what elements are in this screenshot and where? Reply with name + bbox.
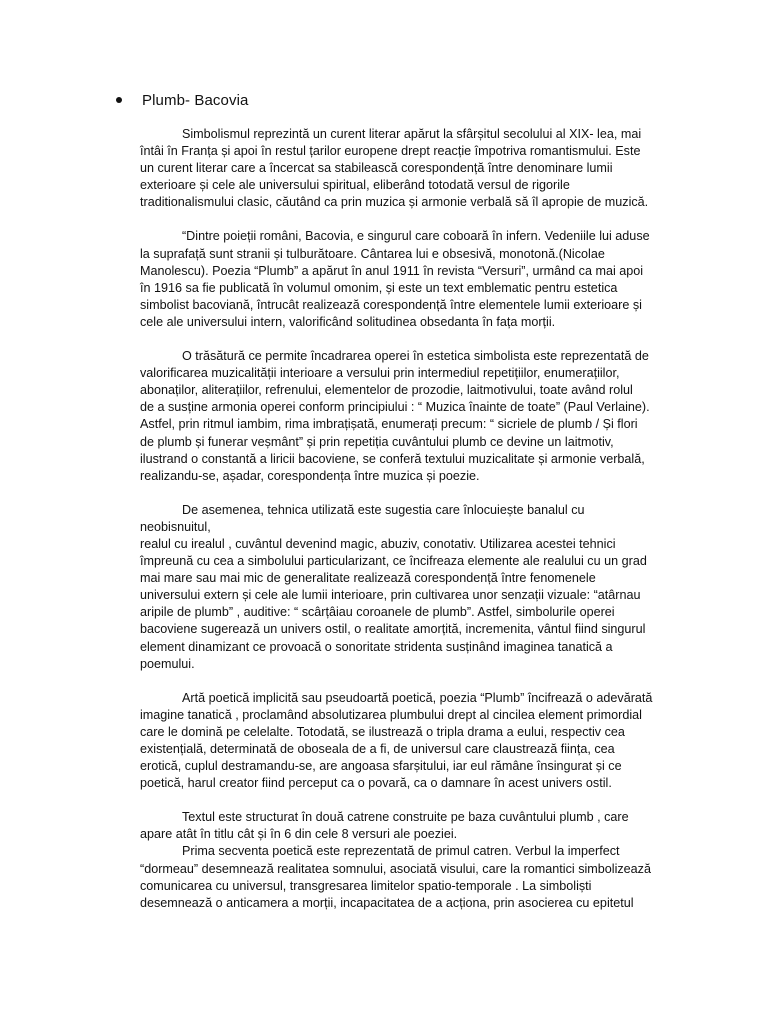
paragraph-gap — [140, 673, 656, 690]
heading-title: Plumb- Bacovia — [142, 91, 249, 109]
paragraph-suggestion: De asemenea, tehnica utilizată este sugestia care înlocuiește banalul cu neobisnuitul, realul cu irealul , cuvântul devenind magic, abuziv, conotativ. Utilizarea acestei tehnici împreună cu cea a simbolului particularizant, ce încifreaza elemente ale realului cu un grad mai mare sau mai mic de generalitate realizează corespondență între fenomenele universului extern și cele ale lumii interioare, prin cultivarea unor senzații vizuale: “atârnau aripile de plumb” , auditive: “ scârțâiau coroanele de plumb”. Astfel, simbolurile operei bacoviene sugerează un univers ostil, o realitate amorțită, incremenita, vântul fiind singurul element dinamizant ce provoacă o sonoritate stridenta susținând imaginea tanatică a poemului. — [140, 502, 647, 671]
paragraph-structure: Textul este structurat în două catrene construite pe baza cuvântului plumb , care apare atât în titlu cât și în 6 din cele 8 versuri ale poeziei. Prima secventa poetică este reprezentată de primul catren. Verbul la imperfect “dormeau” desemnează realitatea somnului, asociată visului, care la romantici simbolizează comunicarea cu universul, transgresarea limitelor spatio-temporale . La simboliști desemnează o anticamera a morții, incapacitatea de a acționa, prin asocierea cu epitetul — [140, 810, 651, 910]
document-body — [140, 126, 656, 912]
paragraph-gap — [140, 211, 656, 228]
paragraph-gap — [140, 485, 656, 502]
paragraph-symbolism: Simbolismul reprezintă un curent literar apărut la sfârșitul secolului al XIX- lea, mai întâi în Franța și apoi în restul țarilor europene drept reacție împotriva romantismului. Este un curent literar care a încercat sa stabilească corespondență între denominare lumii exterioare și cele ale universului spiritual, eliberând totodată versul de rigorile traditionalismului clasic, căutând ca prin muzica și armonie verbală să îl apropie de muzică. — [140, 127, 649, 210]
paragraph-gap — [140, 792, 656, 809]
paragraph-ars-poetica: Artă poetică implicită sau pseudoartă poetică, poezia “Plumb” încifrează o adevărată imagine tanatică , proclamând absolutizarea plumbului drept al cincilea element primordial care le domină pe celelalte. Totodată, se ilustrează o tripla drama a eului, respectiv cea existențială, determinată de oboseala de a fi, de universul care claustrează ființa, cea erotică, cuplul destramandu-se, are angoasa sfarșitului, iar eul rămâne însingurat și ce poetică, harul creator fiind perceput ca o povară, ca o damnare în acest univers ostil. — [140, 690, 653, 791]
bullet-icon — [116, 97, 122, 103]
section-heading — [112, 88, 248, 112]
paragraph-gap — [140, 331, 656, 348]
paragraph-musicality: O trăsătură ce permite încadrarea operei în estetica simbolista este reprezentată de valorificarea muzicalității interioare a versului prin intermediul repetițiilor, enumerațiilor, abonaților, aliterațiilor, refrenului, elementelor de prozodie, laitmotivului, toate având rolul de a susține armonia operei conform principiului : “ Muzica înainte de toate” (Paul Verlaine). Astfel, prin ritmul iambim, rima imbrațișată, enumerați precum: “ sicriele de plumb / Și flori de plumb și funerar veșmânt” și prin repetiția cuvântului plumb ce devine un laitmotiv, ilustrand o constantă a liricii bacoviene, se conferă textului muzicalitate și armonie verbală, realizandu-se, așadar, corespondența între muzica și poezie. — [140, 349, 650, 483]
paragraph-bacovia-quote: “Dintre poieții români, Bacovia, e singurul care coboară în infern. Vedeniile lui aduse la suprafață sunt stranii și tulburătoare. Cântarea lui e obsesivă, monotonă.(Nicolae Manolescu). Poezia “Plumb” a apărut în anul 1911 în revista “Versuri”, urmând ca mai apoi în 1916 sa fie publicată în volumul omonim, și este un text emblematic pentru estetica simbolist bacoviană, întrucât realizează corespondență între elementele lumii exterioare și cele ale universului intern, valorificând solitudinea obsedanta în fața morții. — [140, 229, 650, 329]
